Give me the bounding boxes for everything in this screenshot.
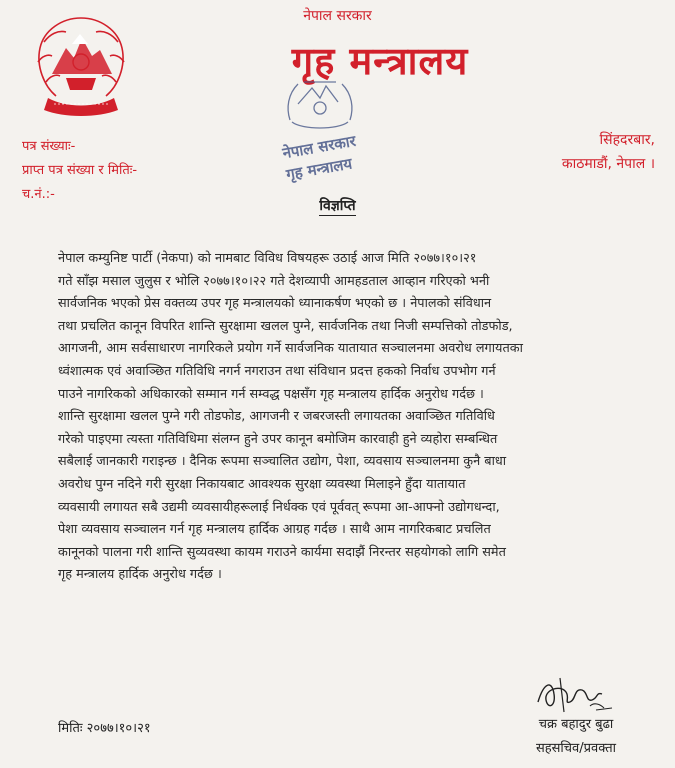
body-line: नेपाल कम्युनिष्ट पार्टी (नेकपा) को नामबाट विविध विषयहरू उठाई आज मिति २०७७।१०।२१ [58,251,477,266]
body-line: तथा प्रचलित कानून विपरित शान्ति सुरक्षामा खलल पुग्ने, सार्वजनिक तथा निजी सम्पत्तिको तोडफोड, [58,318,513,334]
address-line1: सिंहदरबार, [599,132,655,148]
body-line: कानूनको पालना गरी शान्ति सुव्यवस्था कायम गराउने कार्यमा सदाझैं निरन्तर सहयोगको लागि समेत [58,544,506,560]
government-name: नेपाल सरकार [303,8,372,24]
body-line: पाउने नागरिकको अधिकारको सम्मान गर्न सम्वद्ध पक्षसँग गृह मन्त्रालय हार्दिक अनुरोध गर्दछ । [58,386,484,402]
body-line: सबैलाई जानकारी गराइन्छ । दैनिक रूपमा सञ्चालित उद्योग, पेशा, व्यवसाय सञ्चालनमा कुनै बाधा [58,454,507,470]
ministry-name: गृह मन्त्रालय [291,39,469,83]
nepal-coat-of-arms-icon [22,12,140,124]
received-letter-label: प्राप्त पत्र संख्या र मितिः- [22,163,138,178]
body-line: पेशा व्यवसाय सञ्चालन गर्न गृह मन्त्रालय हार्दिक आग्रह गर्दछ । साथै आम नागरिकबाट प्रचलित [58,522,491,538]
body-line: गते साँझ मसाल जुलुस र भोलि २०७७।१०।२२ गते देशव्यापी आमहडताल आव्हान गरिएको भनी [58,273,490,289]
dispatch-number-label: च.नं.:- [22,187,55,202]
signer-name: चक्र बहादुर बुढा [538,717,614,732]
handwritten-signature [530,672,620,716]
notice-title-text: विज्ञप्ति [319,198,356,214]
notice-body [58,248,648,587]
address-line2: काठमाडौं, नेपाल । [561,156,655,172]
body-line: गृह मन्त्रालय हार्दिक अनुरोध गर्दछ । [58,567,222,583]
signer-role: सहसचिव/प्रवक्ता [535,741,617,756]
stamp-line1: नेपाल सरकार [281,131,358,163]
body-line: व्यवसायी लगायत सबै उद्यमी व्यवसायीहरूलाई निर्धक्क एवं पूर्ववत् रूपमा आ-आफ्नो उद्योगधन्दा, [58,499,500,515]
body-line: सार्वजनिक भएको प्रेस वक्तव्य उपर गृह मन्त्रालयको ध्यानाकर्षण भएको छ । नेपालको संविधान [58,296,492,312]
body-line: गरेको पाइएमा त्यस्ता गतिविधिमा संलग्न हुने उपर कानून बमोजिम कारवाही हुने व्यहोरा सम्बन्धित [58,431,498,447]
notice-title [0,196,675,215]
letter-number-label: पत्र संख्याः- [22,139,76,154]
ministry-seal-stamp [268,74,372,186]
body-line: ध्वंशात्मक एवं अवाञ्छित गतिविधि नगर्न नगराउन तथा संविधान प्रदत्त हकको निर्वाध उपभोग गर्न [58,363,496,379]
body-line: आगजनी, आम सर्वसाधारण नागरिकले प्रयोग गर्ने सार्वजनिक यातायात सञ्चालनमा अवरोध लगायतका [58,341,523,357]
notice-date: मितिः २०७७।१०।२१ [58,721,151,736]
body-line: शान्ति सुरक्षामा खलल पुग्ने गरी तोडफोड, आगजनी र जबरजस्ती लगायतका अवाञ्छित गतिविधि [58,409,495,425]
stamp-graphic [268,74,372,186]
stamp-line2: गृह मन्त्रालय [284,154,354,184]
body-line: अवरोध पुग्न नदिने गरी सुरक्षा निकायबाट आवश्यक सुरक्षा व्यवस्था मिलाइने हुँदा यातायात [58,476,466,492]
